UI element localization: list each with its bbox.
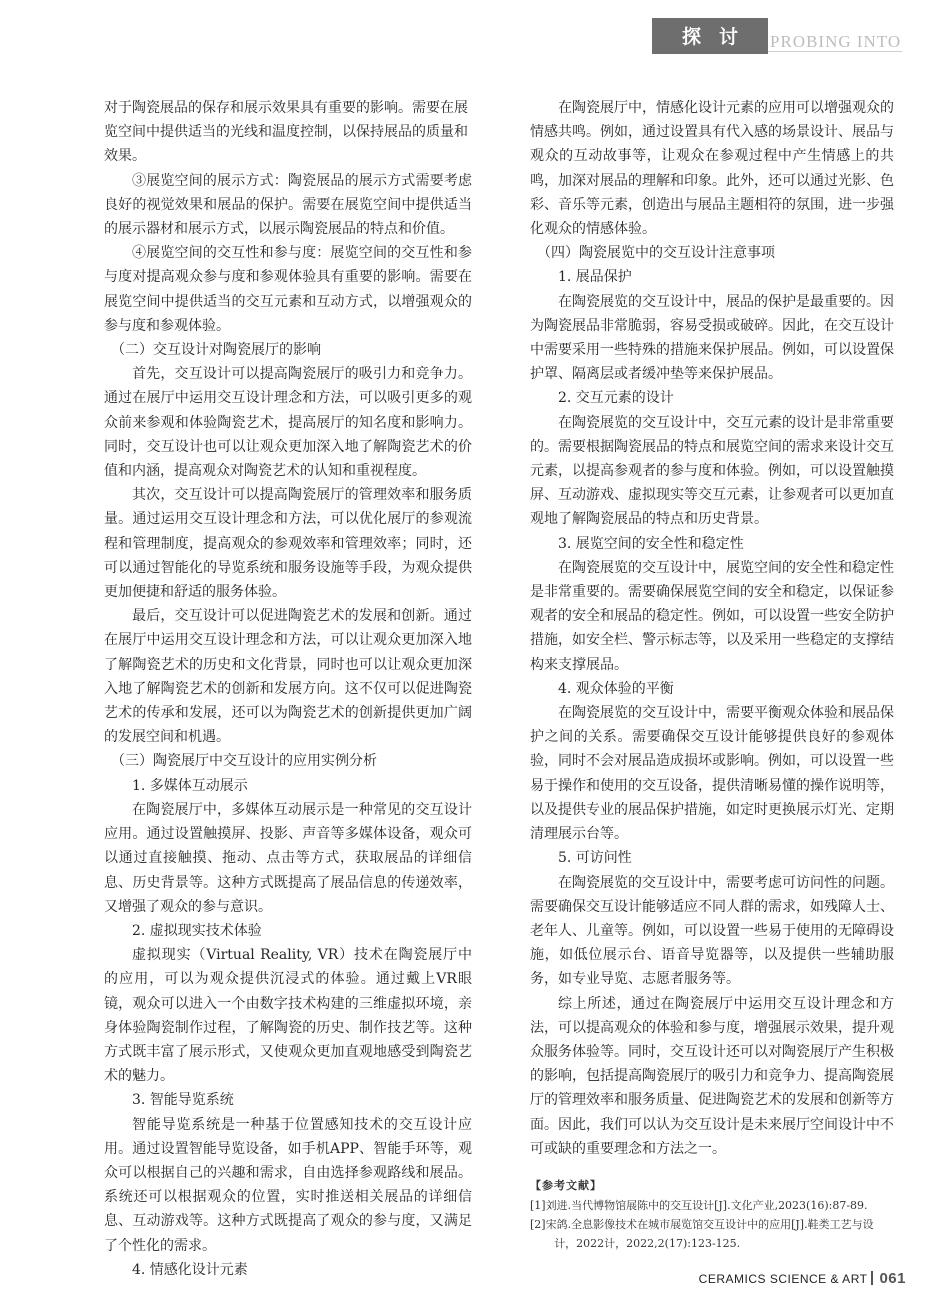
references-heading: 【参考文献】 (530, 1179, 602, 1192)
body-paragraph: 在陶瓷展览的交互设计中，需要考虑可访问性的问题。需要确保交互设计能够适应不同人群的需求，如残障人士、老年人、儿童等。例如，可以设置一些易于使用的无障碍设施，如低位展示台、语音导览器等，以及提供一些辅助服务，如专业导览、志愿者服务等。 (530, 874, 894, 988)
body-paragraph: 在陶瓷展览的交互设计中，需要平衡观众体验和展品保护之间的关系。需要确保交互设计能够提供良好的参观体验，同时不会对展品造成损坏或影响。例如，可以设置一些易于操作和使用的交互设备，提供清晰易懂的操作说明等，以及提供专业的展品保护措施，如定时更换展示灯光、定期清理展示台等。 (530, 705, 894, 843)
body-paragraph: 在陶瓷展览的交互设计中，交互元素的设计是非常重要的。需要根据陶瓷展品的特点和展览空间的需求来设计交互元素，以提高参观者的参与度和体验。例如，可以设置触摸屏、互动游戏、虚拟现实等交互元素，让参观者可以更加直观地了解陶瓷展品的特点和历史背景。 (530, 414, 894, 528)
body-paragraph: 首先，交互设计可以提高陶瓷展厅的吸引力和竞争力。通过在展厅中运用交互设计理念和方法，可以吸引更多的观众前来参观和体验陶瓷艺术，提高展厅的知名度和影响力。同时，交互设计也可以让观众更加深入地了解陶瓷艺术的价值和内涵，提高观众对陶瓷艺术的认知和重视程度。 (104, 366, 472, 480)
footer-divider (871, 1271, 873, 1285)
subheading: 2. 交互元素的设计 (558, 390, 674, 407)
body-paragraph: 虚拟现实（Virtual Reality, VR）技术在陶瓷展厅中的应用，可以为观众提供沉浸式的体验。通过戴上VR眼镜，观众可以进入一个由数字技术构建的三维虚拟环境，亲身体验陶瓷制作过程，了解陶瓷的历史、制作技艺等。这种方式既丰富了展示形式，又使观众更加直观地感受到陶瓷艺术的魅力。 (104, 947, 472, 1085)
body-paragraph: 在陶瓷展厅中，多媒体互动展示是一种常见的交互设计应用。通过设置触摸屏、投影、声音等多媒体设备，观众可以通过直接触摸、拖动、点击等方式，获取展品的详细信息、历史背景等。这种方式既提高了展品信息的传递效率，又增强了观众的参与意识。 (104, 801, 472, 915)
page-footer (699, 1270, 906, 1287)
subheading: 3. 展览空间的安全性和稳定性 (558, 535, 744, 552)
subheading: 5. 可访问性 (558, 850, 632, 867)
body-paragraph: ④展览空间的交互性和参与度：展览空间的交互性和参与度对提高观众参与度和参观体验具有重要的影响。需要在展览空间中提供适当的交互元素和互动方式，以增强观众的参与度和参观体验。 (104, 245, 472, 334)
subheading: 4. 情感化设计元素 (132, 1261, 248, 1278)
reference-item: [1]刘进.当代博物馆展陈中的交互设计[J].文化产业,2023(16):87-89. (530, 1199, 868, 1212)
subheading: 1. 展品保护 (558, 269, 632, 286)
subheading: 4. 观众体验的平衡 (558, 680, 674, 697)
right-column (530, 96, 894, 1161)
subheading: 1. 多媒体互动展示 (132, 777, 248, 794)
page-number: 061 (879, 1270, 906, 1287)
body-paragraph: ③展览空间的展示方式：陶瓷展品的展示方式需要考虑良好的视觉效果和展品的保护。需要在展览空间中提供适当的展示器材和展示方式，以展示陶瓷展品的特点和价值。 (104, 172, 472, 238)
body-paragraph: 其次，交互设计可以提高陶瓷展厅的管理效率和服务质量。通过运用交互设计理念和方法，可以优化展厅的参观流程和管理制度，提高观众的参观效率和管理效率；同时，还可以通过智能化的导览系统和服务设施等手段，为观众提供更加便捷和舒适的服务体验。 (104, 487, 472, 601)
body-paragraph: 在陶瓷展厅中，情感化设计元素的应用可以增强观众的情感共鸣。例如，通过设置具有代入感的场景设计、展品与观众的互动故事等，让观众在参观过程中产生情感上的共鸣，加深对展品的理解和印象。此外，还可以通过光影、色彩、音乐等元素，创造出与展品主题相符的氛围，进一步强化观众的情感体验。 (530, 100, 894, 238)
body-paragraph: 在陶瓷展览的交互设计中，展品的保护是最重要的。因为陶瓷展品非常脆弱，容易受损或破碎。因此，在交互设计中需要采用一些特殊的措施来保护展品。例如，可以设置保护罩、隔离层或者缓冲垫等来保护展品。 (530, 293, 894, 383)
section-title-en: PROBING INTO (770, 32, 902, 51)
body-paragraph: 对于陶瓷展品的保存和展示效果具有重要的影响。需要在展览空间中提供适当的光线和温度控制，以保持展品的质量和效果。 (104, 100, 468, 165)
body-paragraph: 综上所述，通过在陶瓷展厅中运用交互设计理念和方法，可以提高观众的体验和参与度，增强展示效果，提升观众服务体验等。同时，交互设计还可以对陶瓷展厅产生积极的影响，包括提高陶瓷展厅的吸引力和竞争力、提高陶瓷展厅的管理效率和服务质量、促进陶瓷艺术的发展和创新等方面。因此，我们可以认为交互设计是未来展厅空间设计中不可或缺的重要理念和方法之一。 (530, 995, 894, 1157)
reference-item: [2]宋鸽.全息影像技术在城市展览馆交互设计中的应用[J].鞋类工艺与设计，2022计，2022,2(17):123-125. (530, 1218, 874, 1250)
section-title: 探讨 (681, 26, 756, 48)
section-heading: （二）交互设计对陶瓷展厅的影响 (111, 342, 321, 359)
subheading: 2. 虚拟现实技术体验 (132, 922, 262, 939)
body-paragraph: 智能导览系统是一种基于位置感知技术的交互设计应用。通过设置智能导览设备，如手机APP、智能手环等，观众可以根据自己的兴趣和需求，自由选择参观路线和展品。系统还可以根据观众的位置，实时推送相关展品的详细信息、互动游戏等。这种方式既提高了观众的参与度，又满足了个性化的需求。 (104, 1116, 472, 1254)
header-rule (768, 51, 902, 52)
section-heading: （三）陶瓷展厅中交互设计的应用实例分析 (111, 753, 377, 770)
subheading: 3. 智能导览系统 (132, 1092, 234, 1109)
body-paragraph: 最后，交互设计可以促进陶瓷艺术的发展和创新。通过在展厅中运用交互设计理念和方法，可以让观众更加深入地了解陶瓷艺术的历史和文化背景，同时也可以让观众更加深入地了解陶瓷艺术的创新和发展方向。这不仅可以促进陶瓷艺术的传承和发展，还可以为陶瓷艺术的创新提供更加广阔的发展空间和机遇。 (104, 608, 472, 746)
body-paragraph: 在陶瓷展览的交互设计中，展览空间的安全性和稳定性是非常重要的。需要确保展览空间的安全和稳定，以保证参观者的安全和展品的稳定性。例如，可以设置一些安全防护措施，如安全栏、警示标志等，以及采用一些稳定的支撑结构来支撑展品。 (530, 559, 894, 673)
journal-name: CERAMICS SCIENCE & ART (698, 1272, 868, 1286)
section-heading: （四）陶瓷展览中的交互设计注意事项 (537, 245, 775, 262)
left-column (104, 96, 472, 1282)
references (530, 1176, 894, 1253)
